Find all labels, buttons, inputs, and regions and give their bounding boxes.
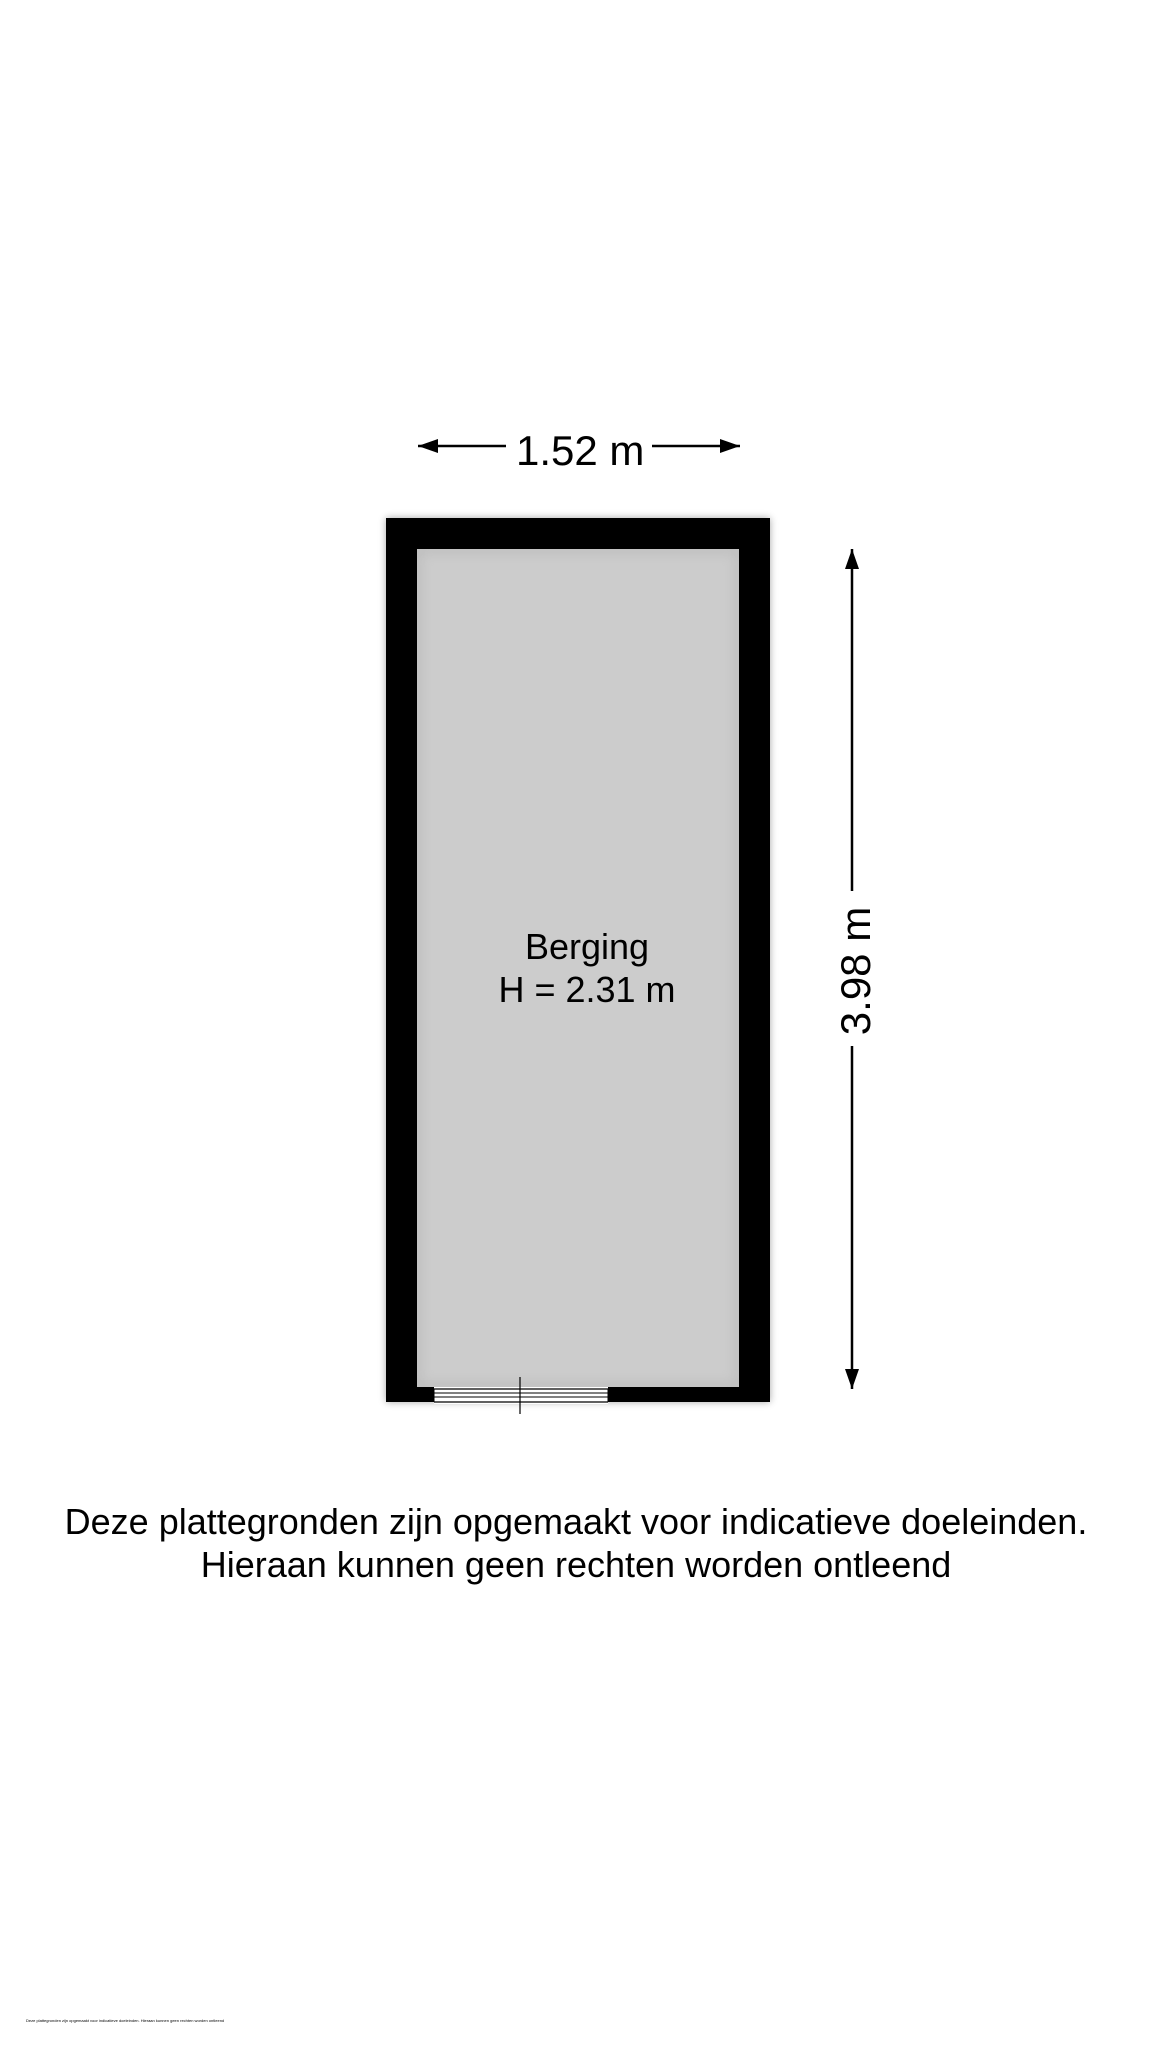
room-name: Berging xyxy=(524,926,650,967)
disclaimer-line-2: Hieraan kunnen geen rechten worden ontleend xyxy=(200,1544,952,1585)
footnote-disclaimer: Deze plattegronden zijn opgemaakt voor indicatieve doeleinden. Hieraan kunnen geen rechten worden ontleend xyxy=(26,2018,225,2023)
length-label: 3.98 m xyxy=(832,906,879,1036)
width-label: 1.52 m xyxy=(516,427,645,474)
disclaimer-line-1: Deze plattegronden zijn opgemaakt voor indicatieve doeleinden. xyxy=(64,1501,1088,1542)
room-label xyxy=(498,925,675,1011)
room-height: H = 2.31 m xyxy=(498,969,676,1010)
disclaimer xyxy=(0,1500,1152,1586)
